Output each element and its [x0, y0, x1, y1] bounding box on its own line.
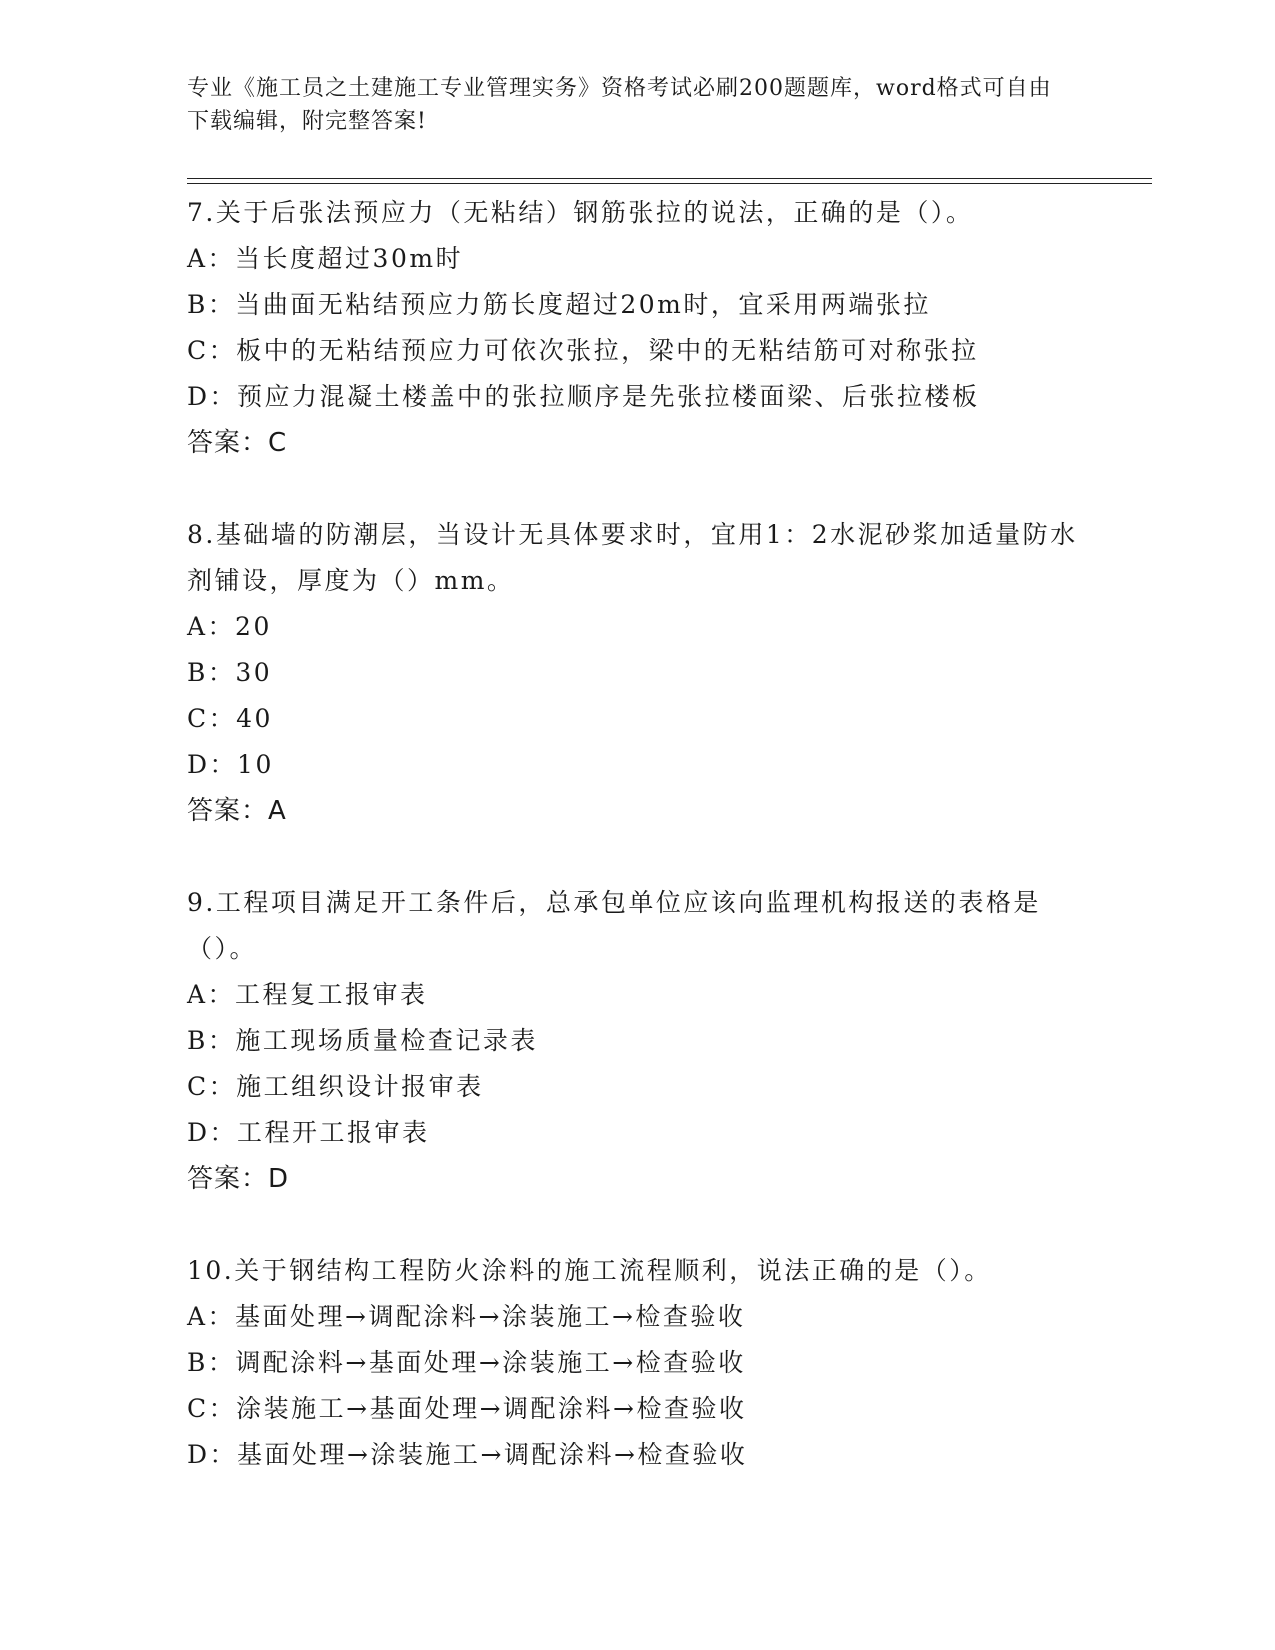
- option-b: B：调配涂料→基面处理→涂装施工→检查验收: [187, 1348, 746, 1377]
- option-b: B：30: [187, 658, 273, 687]
- header-rule-top: [187, 178, 1152, 179]
- answer: 答案：C: [187, 428, 288, 458]
- option-d: D：基面处理→涂装施工→调配涂料→检查验收: [187, 1440, 748, 1469]
- document-header: 专业《施工员之土建施工专业管理实务》资格考试必刷200题题库，word格式可自由下载编辑，附完整答案!: [187, 76, 1052, 134]
- option-a: A：20: [187, 612, 272, 641]
- option-a: A：基面处理→调配涂料→涂装施工→检查验收: [187, 1302, 746, 1331]
- option-d: D：预应力混凝土楼盖中的张拉顺序是先张拉楼面梁、后张拉楼板: [187, 382, 980, 411]
- option-a: A：工程复工报审表: [187, 980, 428, 1009]
- option-a: A：当长度超过30m时: [187, 244, 464, 273]
- question-10: [187, 1248, 1087, 1478]
- option-d: D：工程开工报审表: [187, 1118, 430, 1147]
- question-list: [187, 190, 1087, 1524]
- question-stem: 7.关于后张法预应力（无粘结）钢筋张拉的说法，正确的是（）。: [187, 198, 974, 227]
- option-b: B：当曲面无粘结预应力筋长度超过20m时，宜采用两端张拉: [187, 290, 931, 319]
- option-c: C：涂装施工→基面处理→调配涂料→检查验收: [187, 1394, 747, 1423]
- header-rule-bottom: [187, 183, 1152, 184]
- option-c: C：施工组织设计报审表: [187, 1072, 484, 1101]
- option-d: D：10: [187, 750, 274, 779]
- answer: 答案：A: [187, 796, 287, 826]
- question-9: [187, 880, 1087, 1202]
- question-stem: 10.关于钢结构工程防火涂料的施工流程顺利，说法正确的是（）。: [187, 1256, 992, 1285]
- answer: 答案：D: [187, 1164, 290, 1194]
- question-stem: 8.基础墙的防潮层，当设计无具体要求时，宜用1：2水泥砂浆加适量防水剂铺设，厚度为（）mm。: [187, 520, 1078, 595]
- option-c: C：40: [187, 704, 273, 733]
- option-b: B：施工现场质量检查记录表: [187, 1026, 538, 1055]
- question-stem: 9.工程项目满足开工条件后，总承包单位应该向监理机构报送的表格是（）。: [187, 888, 1041, 963]
- question-8: [187, 512, 1087, 834]
- option-c: C：板中的无粘结预应力可依次张拉，梁中的无粘结筋可对称张拉: [187, 336, 979, 365]
- question-7: [187, 190, 1087, 466]
